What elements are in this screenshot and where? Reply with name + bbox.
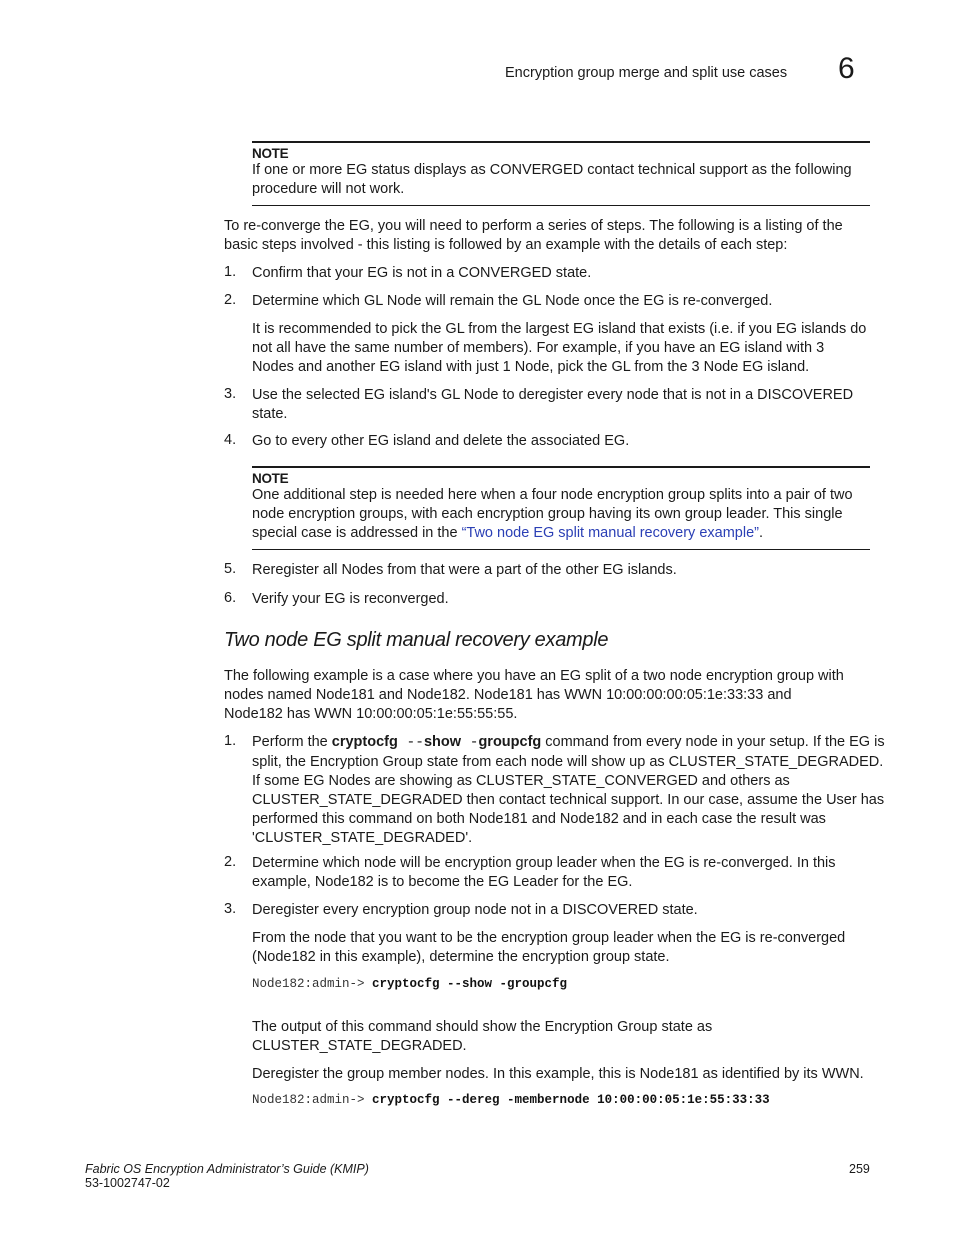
- step-text: Confirm that your EG is not in a CONVERGED state.: [252, 265, 592, 281]
- step-text: Go to every other EG island and delete the associated EG.: [252, 433, 630, 449]
- step-number: 1.: [224, 733, 237, 749]
- command-prompt: Node182:admin->: [252, 1093, 373, 1107]
- step-text: Reregister all Nodes from that were a part of the other EG islands.: [252, 562, 677, 578]
- command-prompt: Node182:admin->: [252, 977, 373, 991]
- section-heading: Two node EG split manual recovery example: [224, 629, 609, 651]
- note-bottom-rule: [252, 549, 870, 550]
- footer-doc-title: Fabric OS Encryption Administrator’s Guide (KMIP): [85, 1162, 369, 1176]
- step-number: 3.: [224, 386, 237, 402]
- note-bottom-rule: [252, 205, 870, 206]
- step-number: 2.: [224, 854, 237, 870]
- chapter-number: 6: [838, 52, 855, 85]
- step-detail: It is recommended to pick the GL from the largest EG island that exists (i.e. if you EG islands do not all have the same number of members). For example, if you have an EG island with 3 Nodes and another EG island with just 1 Node, pick the GL from the 3 Node EG island.: [252, 321, 867, 375]
- command-text: cryptocfg --show -groupcfg: [372, 977, 568, 991]
- intro-paragraph: To re-converge the EG, you will need to perform a series of steps. The following is a listing of the basic steps involved - this listing is followed by an example with the details of each step:: [224, 218, 843, 253]
- note-text: If one or more EG status displays as CONVERGED contact technical support as the following procedure will not work.: [252, 162, 852, 197]
- code-example: [252, 1093, 770, 1107]
- step-number: 5.: [224, 561, 237, 577]
- note-label: NOTE: [252, 471, 289, 486]
- output-paragraph: The output of this command should show the Encryption Group state as CLUSTER_STATE_DEGRADED.: [252, 1019, 713, 1054]
- section-intro: The following example is a case where you have an EG split of a two node encryption group with nodes named Node181 and Node182. Node181 has WWN 10:00:00:00:05:1e:33:33 and Node182 has WWN 10:00:00:05:1e:55:55:55.: [224, 668, 844, 722]
- step-number: 2.: [224, 292, 237, 308]
- step-text: Determine which GL Node will remain the GL Node once the EG is re-converged.: [252, 293, 773, 309]
- note-text: One additional step is needed here when a four node encryption group splits into a pair of two node encryption groups, with each encryption group having its own group leader. This single special case is addressed in the “Two node EG split manual recovery example”.: [252, 487, 853, 541]
- step-text: Verify your EG is reconverged.: [252, 591, 449, 607]
- footer-left: [85, 1162, 369, 1190]
- footer-doc-number: 53-1002747-02: [85, 1176, 170, 1190]
- step-number: 3.: [224, 901, 237, 917]
- page-number: 259: [849, 1162, 870, 1176]
- command-text: cryptocfg --dereg -membernode 10:00:00:05:1e:55:33:33: [372, 1093, 770, 1107]
- running-header-title: Encryption group merge and split use cases: [505, 65, 788, 81]
- step-text: Deregister every encryption group node not in a DISCOVERED state.: [252, 902, 698, 918]
- step-number: 6.: [224, 590, 237, 606]
- step-detail: From the node that you want to be the encryption group leader when the EG is re-converged (Node182 in this example), determine the encryption group state.: [252, 930, 846, 965]
- step-number: 4.: [224, 432, 237, 448]
- step-text: Use the selected EG island's GL Node to deregister every node that is not in a DISCOVERED state.: [252, 387, 854, 422]
- note-top-rule: [252, 141, 870, 143]
- code-example: [252, 977, 567, 991]
- step-number: 1.: [224, 264, 237, 280]
- step-text: Determine which node will be encryption group leader when the EG is re-converged. In this example, Node182 is to become the EG Leader for the EG.: [252, 855, 836, 890]
- note-top-rule: [252, 466, 870, 468]
- step-text: Perform the cryptocfg --show -groupcfg command from every node in your setup. If the EG is split, the Encryption Group state from each node will show up as CLUSTER_STATE_DEGRADED. If some EG Nodes are showing as CLUSTER_STATE_CONVERGED and others as CLUSTER_STATE_DEGRADED then contact technical support. In our case, assume the User has performed this command on both Node181 and Node182 and in each case the result was 'CLUSTER_STATE_DEGRADED'.: [252, 734, 885, 846]
- cross-reference-link[interactable]: “Two node EG split manual recovery example”: [461, 525, 759, 541]
- note-label: NOTE: [252, 146, 289, 161]
- dereg-paragraph: Deregister the group member nodes. In this example, this is Node181 as identified by its WWN.: [252, 1066, 864, 1082]
- command-name: cryptocfg: [331, 734, 398, 750]
